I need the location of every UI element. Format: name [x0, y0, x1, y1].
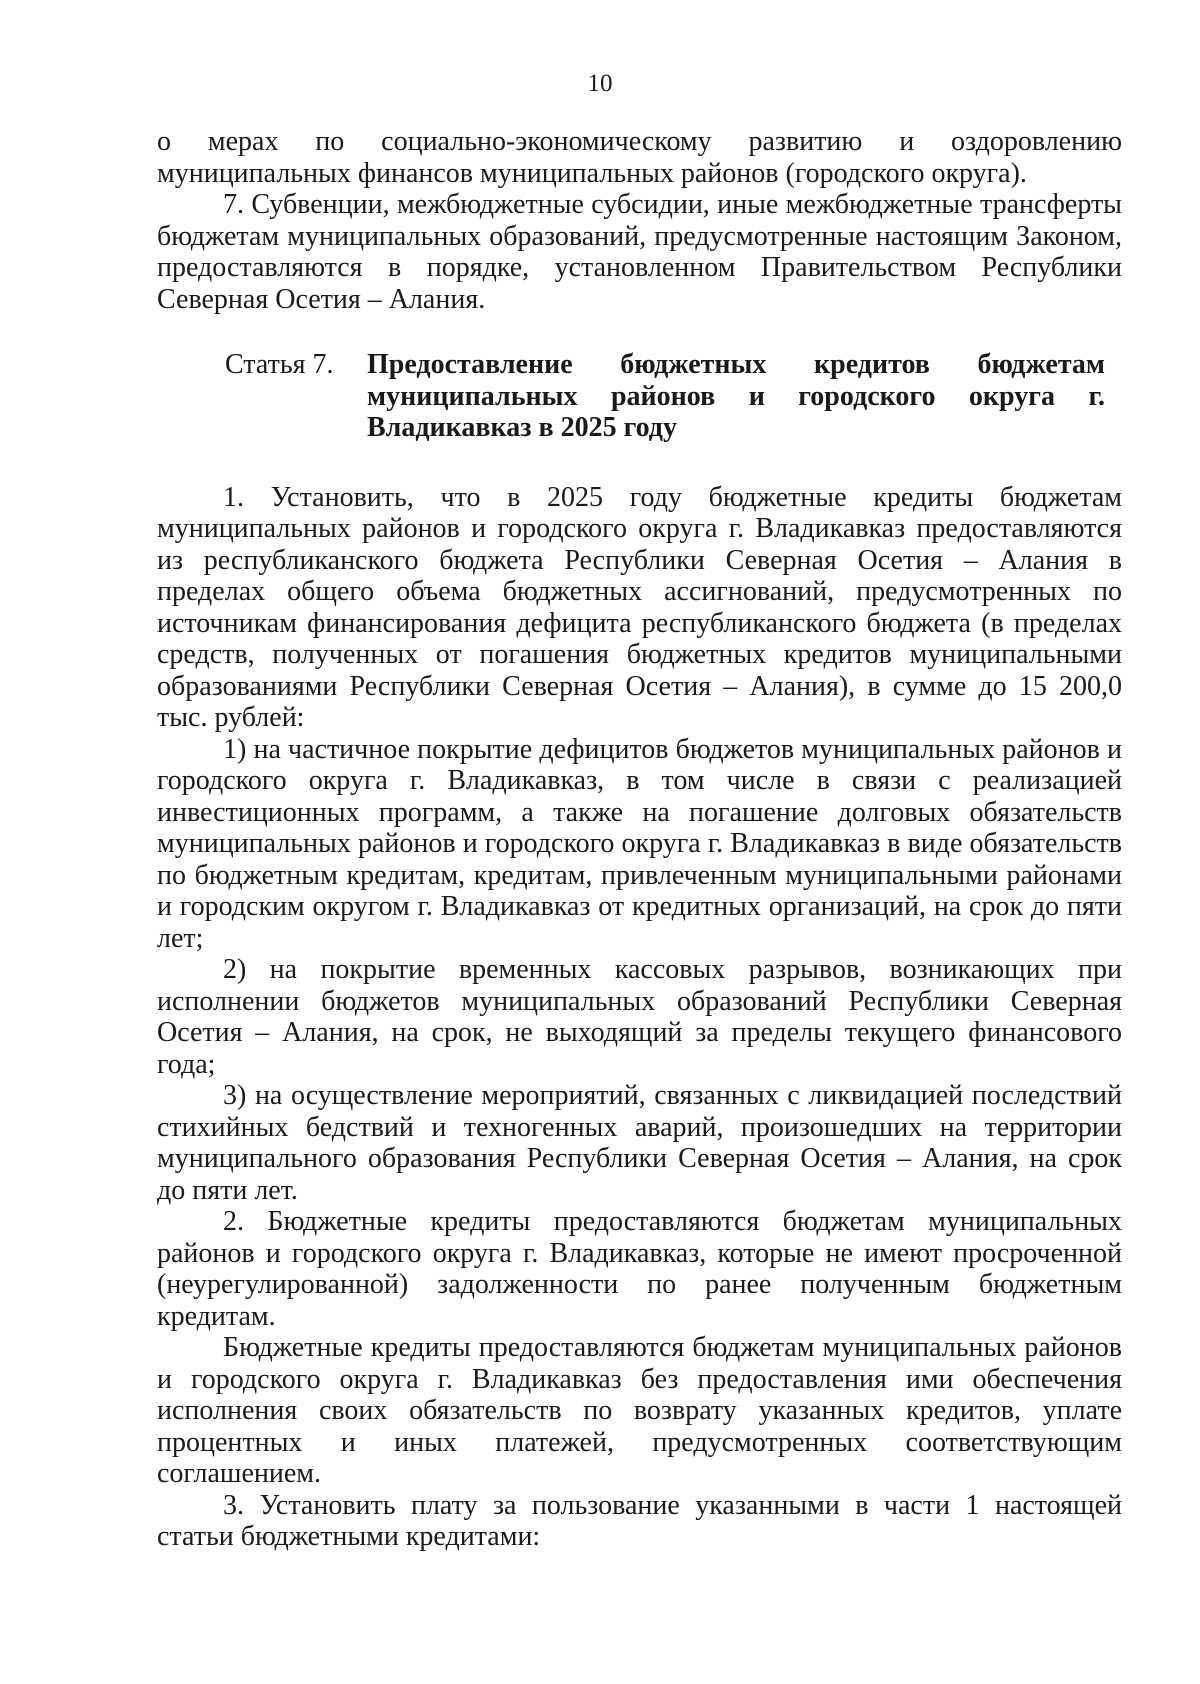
paragraph: о мерах по социально-экономическому развитию и оздоровлению муниципальных финансов муниципальных районов (городского округа).: [157, 126, 1122, 189]
document-body: [157, 126, 1122, 1553]
article-heading: [157, 349, 1122, 444]
paragraph: 1) на частичное покрытие дефицитов бюджетов муниципальных районов и городского округа г. Владикавказ, в том числе в связи с реализацией инвестиционных программ, а также на погашение долговых обязательств муниципальных районов и городского округа г. Владикавказ в виде обязательств по бюджетным кредитам, кредитам, привлеченным муниципальными районами и городским округом г. Владикавказ от кредитных организаций, на срок до пяти лет;: [157, 733, 1122, 954]
article-title: Предоставление бюджетных кредитов бюджетам муниципальных районов и городского округа г. Владикавказ в 2025 году: [367, 349, 1105, 443]
paragraph: 2. Бюджетные кредиты предоставляются бюджетам муниципальных районов и городского округа г. Владикавказ, которые не имеют просроченной (неурегулированной) задолженности по ранее полученным бюджетным кредитам.: [157, 1206, 1122, 1332]
paragraph: 1. Установить, что в 2025 году бюджетные кредиты бюджетам муниципальных районов и городского округа г. Владикавказ предоставляются из республиканского бюджета Республики Северная Осетия – Алания в пределах общего объема бюджетных ассигнований, предусмотренных по источникам финансирования дефицита республиканского бюджета (в пределах средств, полученных от погашения бюджетных кредитов муниципальными образованиями Республики Северная Осетия – Алания), в сумме до 15 200,0 тыс. рублей:: [157, 481, 1122, 733]
paragraph: 7. Субвенции, межбюджетные субсидии, иные межбюджетные трансферты бюджетам муниципальных образований, предусмотренные настоящим Законом, предоставляются в порядке, установленном Правительством Республики Северная Осетия – Алания.: [157, 189, 1122, 315]
paragraph: 3) на осуществление мероприятий, связанных с ликвидацией последствий стихийных бедствий и техногенных аварий, произошедших на территории муниципального образования Республики Северная Осетия – Алания, на срок до пяти лет.: [157, 1080, 1122, 1206]
paragraph: Бюджетные кредиты предоставляются бюджетам муниципальных районов и городского округа г. Владикавказ без предоставления ими обеспечения исполнения своих обязательств по возврату указанных кредитов, уплате процентных и иных платежей, предусмотренных соответствующим соглашением.: [157, 1332, 1122, 1489]
article-number: Статья 7.: [225, 349, 334, 380]
page-number: 10: [587, 70, 613, 97]
paragraph: 3. Установить плату за пользование указанными в части 1 настоящей статьи бюджетными кредитами:: [157, 1489, 1122, 1552]
paragraph: 2) на покрытие временных кассовых разрывов, возникающих при исполнении бюджетов муниципальных образований Республики Северная Осетия – Алания, на срок, не выходящий за пределы текущего финансового года;: [157, 954, 1122, 1080]
